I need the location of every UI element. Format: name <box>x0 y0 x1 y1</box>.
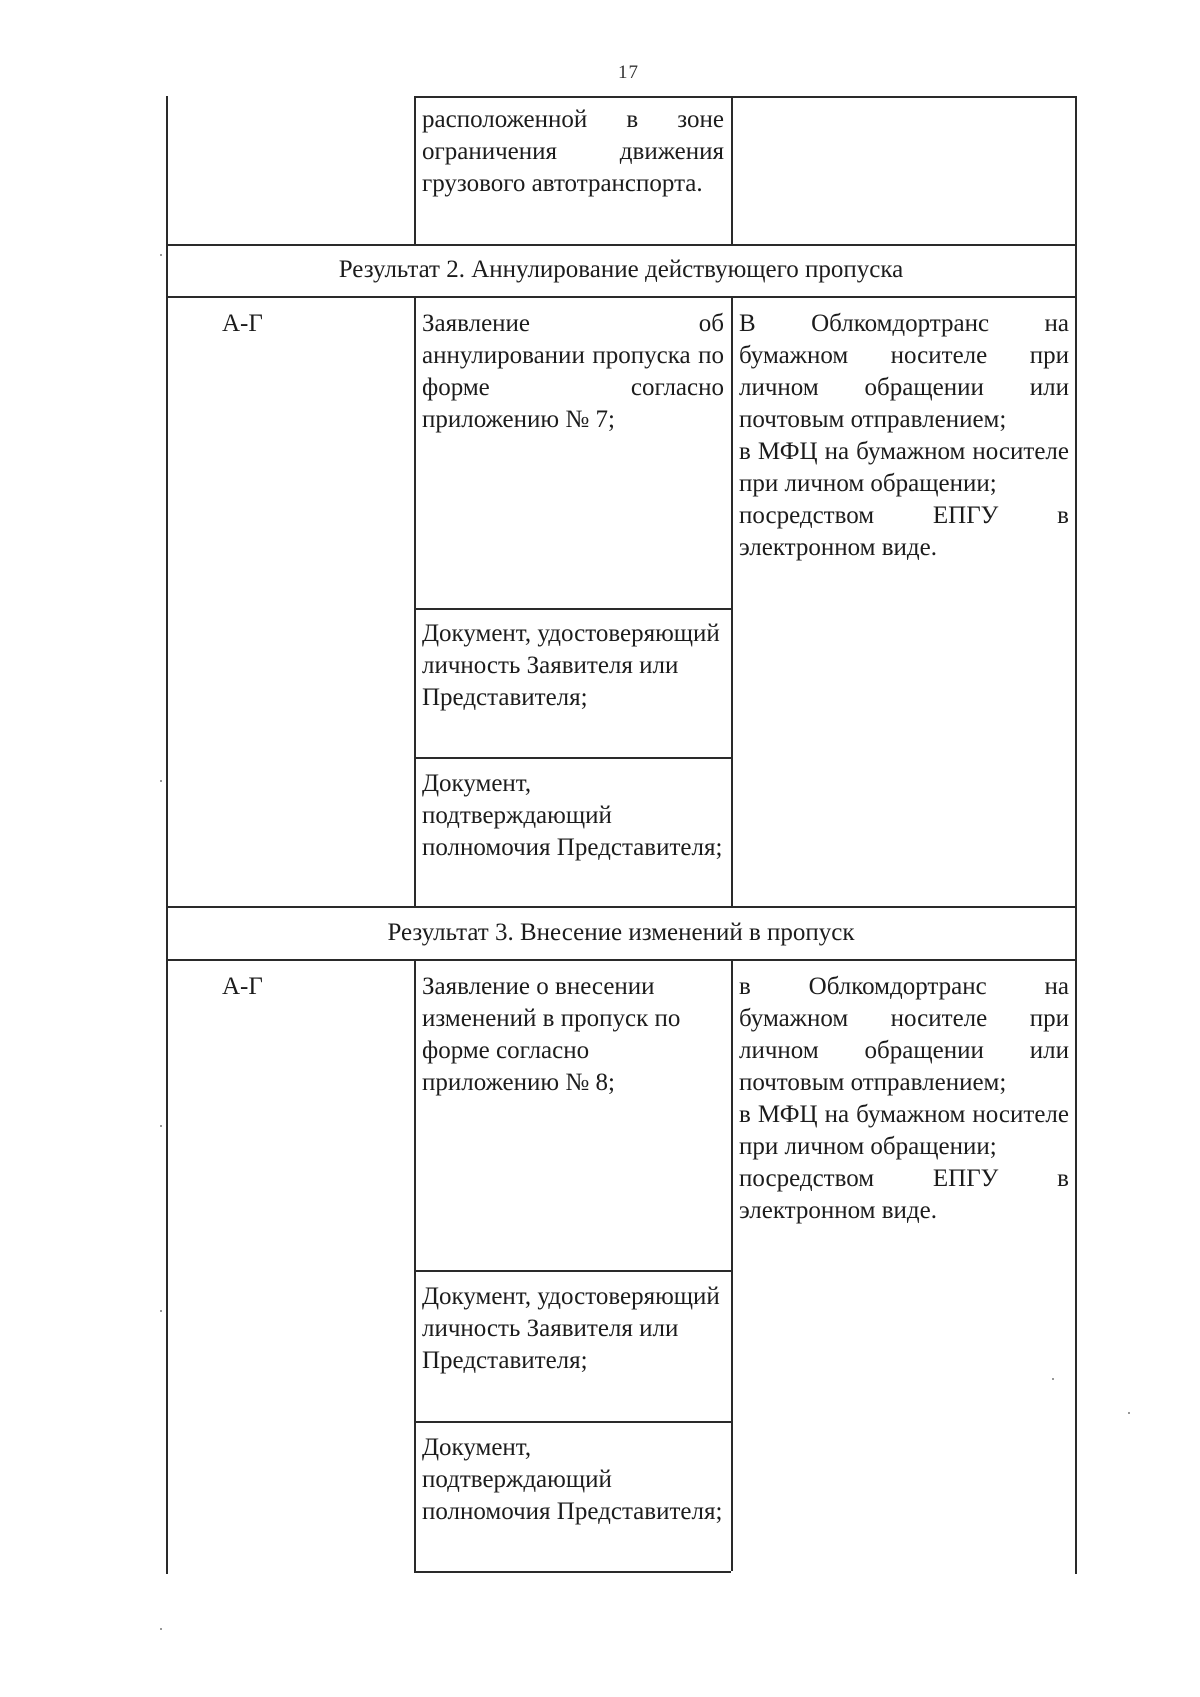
col-line <box>731 959 733 1571</box>
page-number: 17 <box>618 62 639 83</box>
row-line <box>414 1571 731 1573</box>
result3-submission-methods <box>739 971 1069 1227</box>
row-line <box>166 906 1076 908</box>
result3-method-mfc: в МФЦ на бумажном носителе при личном обращении; <box>739 1101 1069 1160</box>
col-line <box>731 96 733 244</box>
scan-speck <box>1128 1412 1130 1414</box>
col-line <box>731 296 733 906</box>
result2-doc-identity: Документ, удостоверяющий личность Заявителя или Представителя; <box>422 620 720 711</box>
result3-doc-application: Заявление о внесении изменений в пропуск по форме согласно приложению № 8; <box>422 973 681 1096</box>
row-line <box>414 96 1076 98</box>
scan-speck <box>160 780 162 782</box>
result2-method-epgu: посредством ЕПГУ в электронном виде. <box>739 502 1069 561</box>
row-line <box>414 608 731 610</box>
col-line <box>414 96 416 244</box>
result3-category: А-Г <box>222 973 263 1000</box>
top-row-text: расположенной в зоне ограничения движения грузового автотранспорта. <box>422 106 724 197</box>
result3-method-epgu: посредством ЕПГУ в электронном виде. <box>739 1165 1069 1224</box>
result2-submission-methods <box>739 308 1069 564</box>
result3-method-oblkom: в Облкомдортранс на бумажном носителе при личном обращении или почтовым отправлением; <box>739 973 1069 1096</box>
scan-speck <box>160 254 162 256</box>
result2-category: А-Г <box>222 310 263 337</box>
scan-speck <box>160 1310 162 1312</box>
scan-speck <box>160 1125 162 1127</box>
result3-heading: Результат 3. Внесение изменений в пропуск <box>387 919 855 946</box>
result2-heading: Результат 2. Аннулирование действующего пропуска <box>338 256 904 283</box>
table-border-right <box>1075 96 1077 1574</box>
row-line <box>414 757 731 759</box>
table-border-left <box>166 96 168 1574</box>
result2-doc-authority: Документ, подтверждающий полномочия Представителя; <box>422 770 723 861</box>
result3-doc-authority: Документ, подтверждающий полномочия Представителя; <box>422 1434 723 1525</box>
result2-doc-application: Заявление об аннулировании пропуска по форме согласно приложению № 7; <box>422 310 724 433</box>
row-line <box>414 1421 731 1423</box>
col-line <box>414 959 416 1571</box>
result3-doc-identity: Документ, удостоверяющий личность Заявителя или Представителя; <box>422 1283 720 1374</box>
scan-speck <box>160 1628 162 1630</box>
result2-method-oblkom: В Облкомдортранс на бумажном носителе при личном обращении или почтовым отправлением; <box>739 310 1069 433</box>
result2-method-mfc: в МФЦ на бумажном носителе при личном обращении; <box>739 438 1069 497</box>
scan-speck <box>1052 1378 1054 1380</box>
row-line <box>414 1270 731 1272</box>
row-line <box>166 244 1076 246</box>
row-line <box>166 296 1076 298</box>
row-line <box>166 959 1076 961</box>
col-line <box>414 296 416 906</box>
